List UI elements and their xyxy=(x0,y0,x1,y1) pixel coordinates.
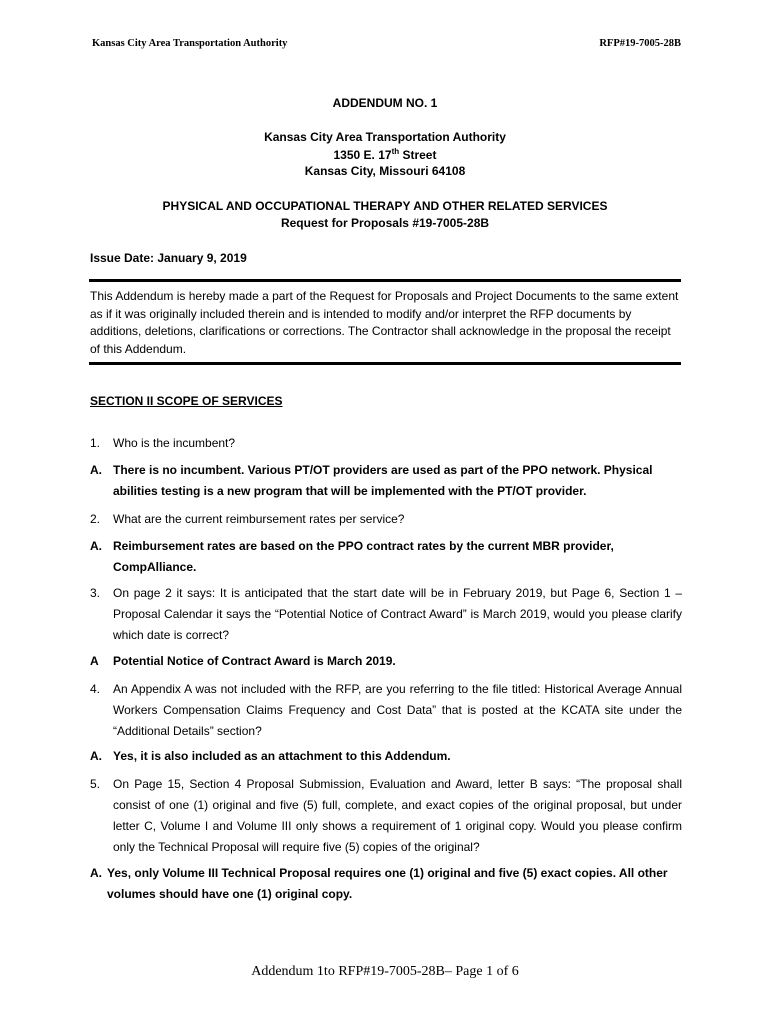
section-heading: SECTION II SCOPE OF SERVICES xyxy=(90,394,283,408)
answer-4: A. Yes, it is also included as an attachment to this Addendum. xyxy=(90,749,451,763)
issue-date: Issue Date: January 9, 2019 xyxy=(90,251,247,265)
header-organization: Kansas City Area Transportation Authority xyxy=(92,38,288,49)
answer-5: A. Yes, only Volume III Technical Proposal requires one (1) original and five (5) exact copies. All other volumes should have one (1) original copy. xyxy=(90,866,668,901)
header-rfp-number: RFP#19-7005-28B xyxy=(599,38,681,49)
answer-1: A. There is no incumbent. Various PT/OT providers are used as part of the PPO network. Physical abilities testing is a new program that will be implemented with the PT/OT provider. xyxy=(90,463,653,498)
intro-paragraph: This Addendum is hereby made a part of the Request for Proposals and Project Documents to the same extent as if it was originally included therein and is intended to modify and/or interpret the RFP documents by additions, deletions, clarifications or corrections. The Contractor shall acknowledge in the proposal the receipt of this Addendum. xyxy=(90,289,679,356)
city-address: Kansas City, Missouri 64108 xyxy=(304,164,466,178)
organization-name: Kansas City Area Transportation Authority xyxy=(264,130,506,144)
question-5: 5. On Page 15, Section 4 Proposal Submission, Evaluation and Award, letter B says: “The proposal shall consist of one (1) original and five (5) full, complete, and exact copies of the original proposal, but under letter C, Volume I and Volume III only shows a requirement of 1 original copy. Would you please confirm only the Technical Proposal will require five (5) copies of the original? xyxy=(90,777,682,854)
question-1: 1. Who is the incumbent? xyxy=(90,436,236,450)
answer-2: A. Reimbursement rates are based on the PPO contract rates by the current MBR provider, CompAlliance. xyxy=(90,539,614,574)
question-2: 2. What are the current reimbursement rates per service? xyxy=(90,512,405,526)
answer-3: A Potential Notice of Contract Award is March 2019. xyxy=(90,654,396,668)
addendum-title: ADDENDUM NO. 1 xyxy=(332,96,438,110)
question-4: 4. An Appendix A was not included with the RFP, are you referring to the file titled: Historical Average Annual Workers Compensation Claims Frequency and Cost Data” that is posted at the KCATA site under the “Additional Details” section? xyxy=(90,682,682,738)
divider-top xyxy=(89,279,681,282)
page-footer: Addendum 1to RFP#19-7005-28B– Page 1 of 6 xyxy=(251,964,519,979)
street-address: 1350 E. 17th Street xyxy=(333,147,437,162)
question-3: 3. On page 2 it says: It is anticipated that the start date will be in February 2019, but Page 6, Section 1 – Proposal Calendar it says the “Potential Notice of Contract Award” is March 2019, would you please clarify which date is correct? xyxy=(90,586,682,642)
rfp-subtitle: Request for Proposals #19-7005-28B xyxy=(280,216,490,230)
project-title: PHYSICAL AND OCCUPATIONAL THERAPY AND OTHER RELATED SERVICES xyxy=(162,199,608,213)
divider-bottom xyxy=(89,362,681,365)
